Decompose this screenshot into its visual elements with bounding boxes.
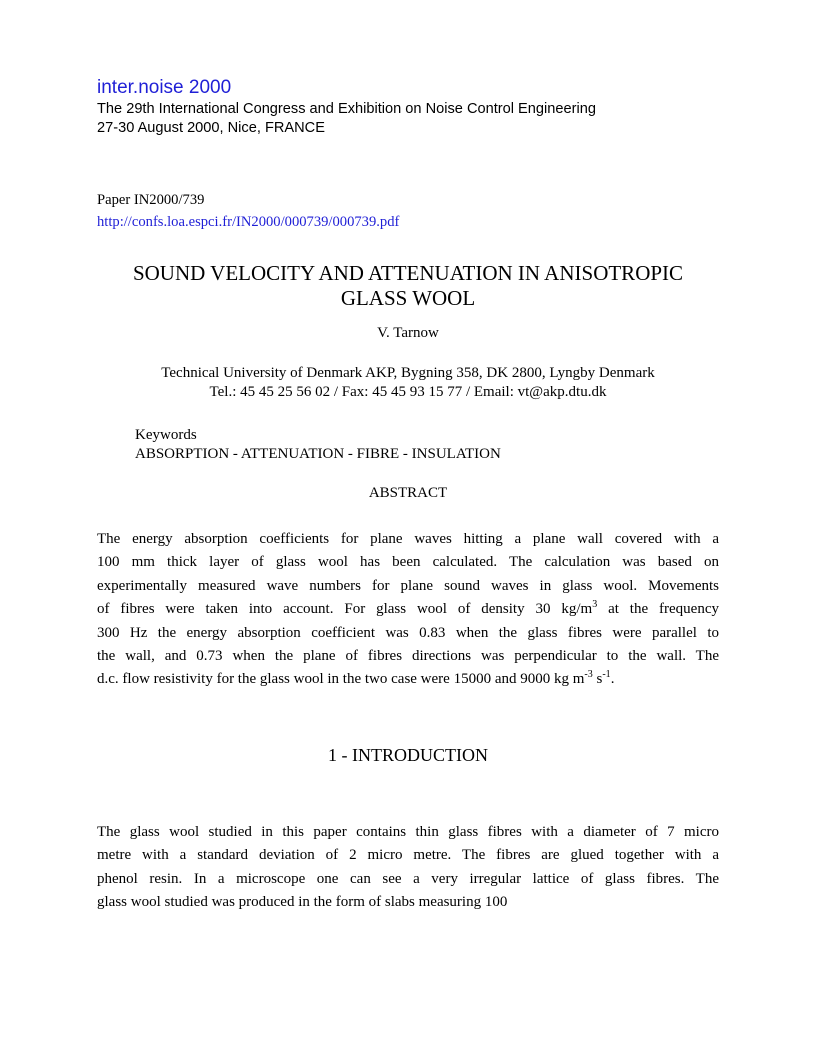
introduction-line: metre with a standard deviation of 2 micro metre. The fibres are glued together with a [97, 847, 719, 864]
abstract-line: the wall, and 0.73 when the plane of fibres directions was perpendicular to the wall. The [97, 648, 719, 665]
keywords-list: ABSORPTION - ATTENUATION - FIBRE - INSULATION [135, 446, 501, 462]
abstract-paragraph [97, 528, 719, 692]
author-name: V. Tarnow [377, 325, 439, 341]
affiliation-contact: Tel.: 45 45 25 56 02 / Fax: 45 45 93 15 77 / Email: vt@akp.dtu.dk [209, 384, 607, 400]
keywords-label: Keywords [135, 427, 197, 443]
abstract-text: . [610, 671, 615, 688]
introduction-heading: 1 - INTRODUCTION [328, 745, 488, 765]
affiliation-address: Technical University of Denmark AKP, Bygning 358, DK 2800, Lyngby Denmark [161, 365, 655, 381]
superscript: -1 [602, 669, 611, 681]
introduction-line: glass wool studied was produced in the form of slabs measuring 100 [97, 894, 508, 911]
abstract-line: The energy absorption coefficients for plane waves hitting a plane wall covered with a [97, 531, 719, 547]
abstract-text: s [592, 671, 603, 688]
superscript: 3 [592, 599, 598, 611]
abstract-text: d.c. flow resistivity for the glass wool in the two case were 15000 and 9000 kg m [97, 671, 585, 688]
conference-subtitle: The 29th International Congress and Exhibition on Noise Control Engineering [97, 101, 596, 117]
abstract-line: experimentally measured wave numbers for plane sound waves in glass wool. Movements [97, 577, 719, 594]
introduction-line: The glass wool studied in this paper contains thin glass fibres with a diameter of 7 micro [97, 824, 719, 840]
paper-id: Paper IN2000/739 [97, 192, 205, 208]
conference-name: inter.noise 2000 [97, 77, 232, 98]
paper-url-link[interactable]: http://confs.loa.espci.fr/IN2000/000739/000739.pdf [97, 214, 400, 230]
abstract-line: 300 Hz the energy absorption coefficient was 0.83 when the glass fibres were parallel to [97, 624, 719, 641]
introduction-paragraph [97, 821, 719, 915]
introduction-line: phenol resin. In a microscope one can see a very irregular lattice of glass fibres. The [97, 870, 719, 887]
abstract-line: 100 mm thick layer of glass wool has been calculated. The calculation was based on [97, 554, 719, 571]
abstract-line [97, 668, 719, 691]
abstract-heading: ABSTRACT [368, 485, 448, 501]
conference-dates-location: 27-30 August 2000, Nice, FRANCE [97, 120, 325, 136]
abstract-line [97, 598, 719, 621]
abstract-text: at the frequency [597, 601, 719, 618]
abstract-text: of fibres were taken into account. For glass wool of density 30 kg/m [97, 601, 593, 618]
superscript: -3 [584, 669, 593, 681]
paper-title-line-2: GLASS WOOL [340, 286, 476, 310]
paper-title-line-1: SOUND VELOCITY AND ATTENUATION IN ANISOTROPIC [132, 261, 684, 285]
